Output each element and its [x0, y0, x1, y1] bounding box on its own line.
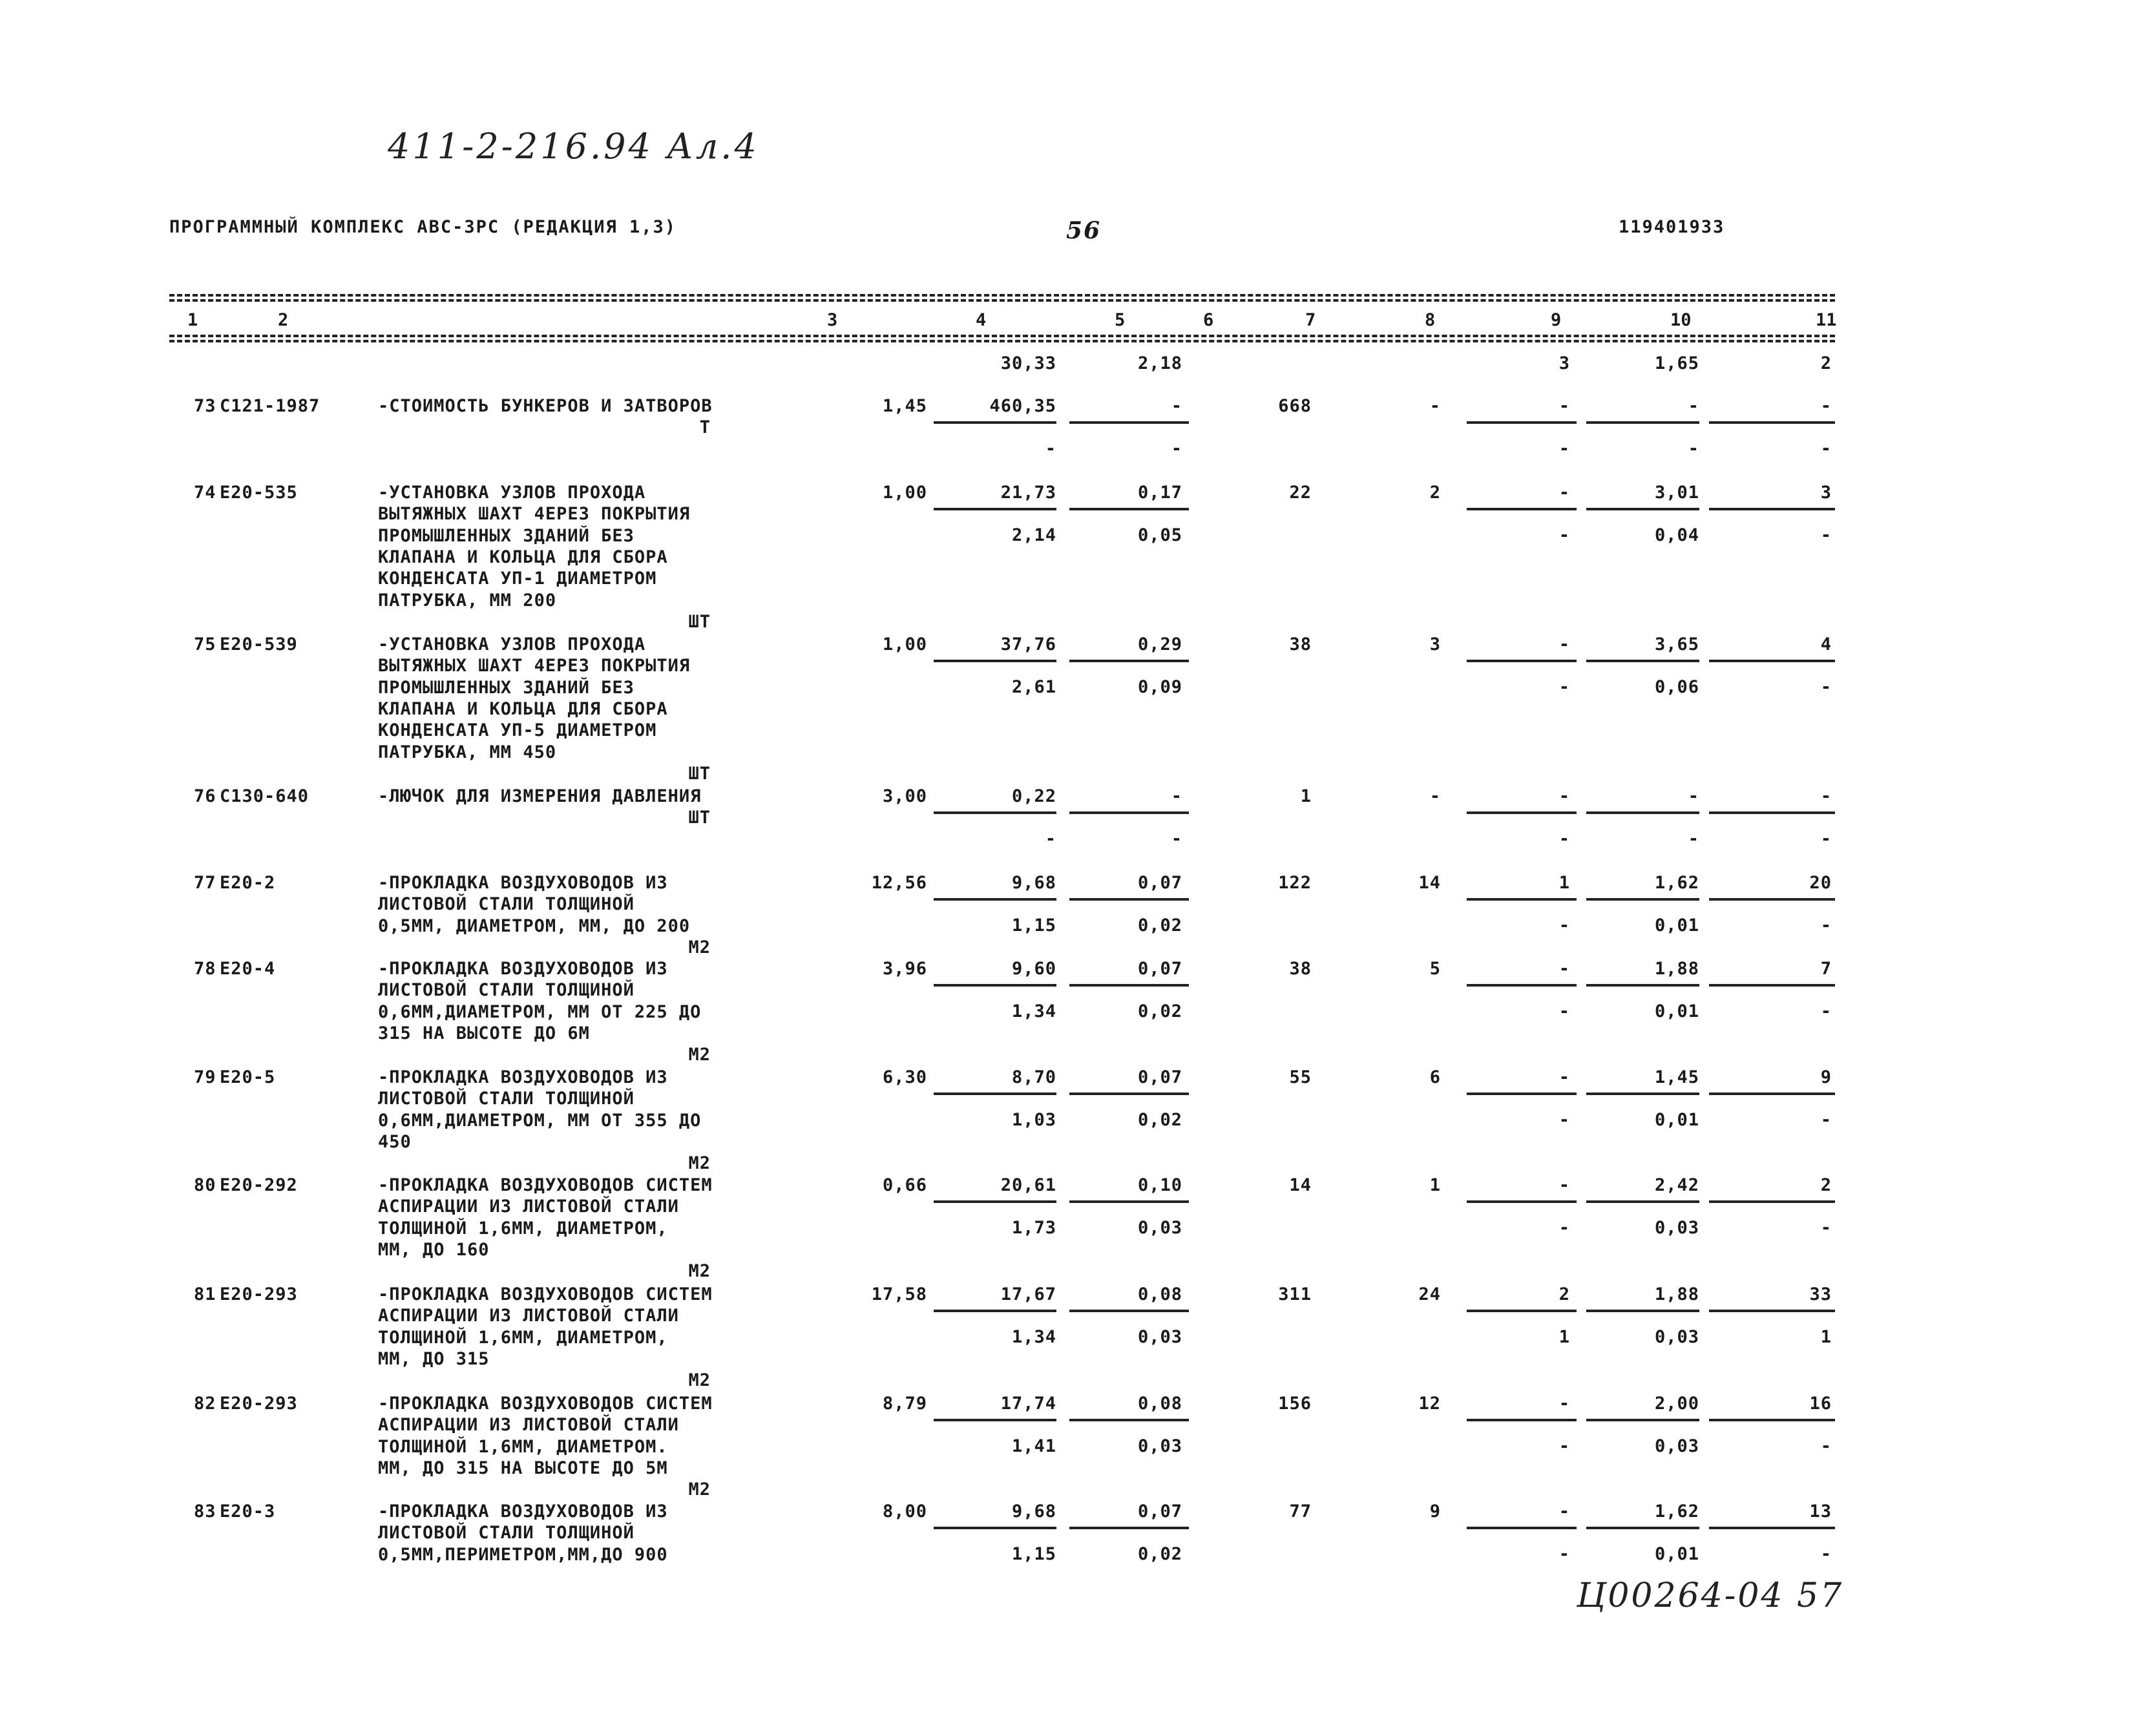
row-description-line: ЛИСТОВОЙ СТАЛИ ТОЛЩИНОЙ	[378, 1089, 635, 1109]
fraction-bar-c6	[1069, 898, 1189, 901]
row-c9: 2	[1558, 1284, 1570, 1304]
row-description-line: -ПРОКЛАДКА ВОЗДУХОВОДОВ СИСТЕМ	[378, 1394, 713, 1414]
row-c11: 9	[1820, 1067, 1832, 1087]
row-c10b: -	[1688, 439, 1699, 459]
column-number-1: 1	[187, 310, 198, 330]
row-description-line: ММ, ДО 315	[378, 1348, 490, 1369]
row-c5: 17,67	[1000, 1284, 1056, 1304]
row-c9: 1	[1558, 873, 1570, 893]
row-c10: 1,88	[1654, 959, 1699, 979]
row-c8: 14	[1418, 873, 1441, 893]
row-number: 80	[194, 1175, 216, 1195]
row-description-line: -ПРОКЛАДКА ВОЗДУХОВОДОВ ИЗ	[378, 1067, 668, 1087]
doc-number: 119401933	[1619, 217, 1725, 237]
row-c5: 9,68	[1011, 1501, 1056, 1522]
column-number-5: 5	[1115, 310, 1126, 330]
fraction-bar-c11	[1709, 421, 1835, 424]
row-c7: 156	[1278, 1394, 1312, 1414]
row-c7: 14	[1289, 1175, 1312, 1195]
row-quantity: 17,58	[871, 1284, 927, 1304]
row-c6: -	[1171, 786, 1182, 806]
row-description-line: ТОЛЩИНОЙ 1,6ММ, ДИАМЕТРОМ.	[378, 1436, 668, 1457]
row-c5: 17,74	[1000, 1394, 1056, 1414]
row-description-line: ТОЛЩИНОЙ 1,6ММ, ДИАМЕТРОМ,	[378, 1218, 668, 1239]
row-number: 83	[194, 1501, 216, 1522]
fraction-bar-c10	[1586, 1419, 1699, 1421]
row-code: E20-293	[220, 1394, 298, 1414]
row-number: 79	[194, 1067, 216, 1087]
fraction-bar-c5	[934, 1093, 1056, 1095]
fraction-bar-c5	[934, 1310, 1056, 1312]
row-c9b: 1	[1558, 1327, 1570, 1347]
row-c9: -	[1558, 396, 1570, 416]
row-c7: 38	[1289, 634, 1312, 654]
row-c11: -	[1820, 396, 1832, 416]
row-c10: 1,62	[1654, 1501, 1699, 1522]
row-description-line: -УСТАНОВКА УЗЛОВ ПРОХОДА	[378, 483, 646, 503]
row-quantity: 1,45	[882, 396, 927, 416]
row-number: 82	[194, 1394, 216, 1414]
row-c8: 24	[1418, 1284, 1441, 1304]
row-description-line: КОНДЕНСАТА УП-5 ДИАМЕТРОМ	[378, 720, 657, 741]
fraction-bar-c5	[934, 898, 1056, 901]
row-c6b: 0,02	[1137, 915, 1182, 936]
fraction-bar-c10	[1586, 1093, 1699, 1095]
row-c11: 13	[1809, 1501, 1832, 1522]
fraction-bar-c6	[1069, 1310, 1189, 1312]
row-c10: 3,65	[1654, 634, 1699, 654]
row-c6b: 0,02	[1137, 1110, 1182, 1130]
row-description-line: 450	[378, 1131, 412, 1152]
fraction-bar-c10	[1586, 660, 1699, 662]
row-c11: 33	[1809, 1284, 1832, 1304]
row-c9b: -	[1558, 1001, 1570, 1021]
row-c6: 0,07	[1137, 959, 1182, 979]
fraction-bar-c10	[1586, 1310, 1699, 1312]
row-code: E20-2	[220, 873, 276, 893]
row-number: 76	[194, 786, 216, 806]
row-description-line: ВЫТЯЖНЫХ ШАХТ 4ЕРЕЗ ПОКРЫТИЯ	[378, 504, 691, 525]
row-c9: -	[1558, 483, 1570, 503]
row-description-line: ЛИСТОВОЙ СТАЛИ ТОЛЩИНОЙ	[378, 894, 635, 915]
fraction-bar-c11	[1709, 898, 1835, 901]
row-description-line: ВЫТЯЖНЫХ ШАХТ 4ЕРЕЗ ПОКРЫТИЯ	[378, 656, 691, 676]
row-unit: М2	[688, 1045, 711, 1065]
row-unit: М2	[688, 1261, 711, 1282]
fraction-bar-c5	[934, 1200, 1056, 1203]
row-quantity: 1,00	[882, 483, 927, 503]
row-unit: ШТ	[688, 611, 711, 632]
row-code: E20-539	[220, 634, 298, 654]
row-c9: -	[1558, 959, 1570, 979]
row-c6: 0,29	[1137, 634, 1182, 654]
row-c6b: 0,03	[1137, 1218, 1182, 1238]
row-quantity: 8,79	[882, 1394, 927, 1414]
row-c5b: 1,34	[1011, 1001, 1056, 1021]
row-c11b: -	[1820, 525, 1832, 545]
fraction-bar-c9	[1467, 1200, 1577, 1203]
row-c6b: -	[1171, 439, 1182, 459]
carry-c11: 2	[1820, 353, 1832, 373]
row-c10: -	[1688, 786, 1699, 806]
row-c11: -	[1820, 786, 1832, 806]
column-number-2: 2	[278, 310, 289, 330]
row-c9: -	[1558, 1175, 1570, 1195]
row-c11b: -	[1820, 1436, 1832, 1456]
row-code: E20-292	[220, 1175, 298, 1195]
row-quantity: 0,66	[882, 1175, 927, 1195]
row-unit: ШТ	[688, 808, 711, 828]
row-c11: 3	[1820, 483, 1832, 503]
row-description-line: -ПРОКЛАДКА ВОЗДУХОВОДОВ СИСТЕМ	[378, 1175, 713, 1195]
row-description-line: -ПРОКЛАДКА ВОЗДУХОВОДОВ ИЗ	[378, 959, 668, 979]
row-c10b: 0,03	[1654, 1327, 1699, 1347]
row-quantity: 1,00	[882, 634, 927, 654]
column-number-4: 4	[976, 310, 987, 330]
row-c6b: -	[1171, 829, 1182, 849]
row-description-line: 0,6ММ,ДИАМЕТРОМ, ММ ОТ 355 ДО	[378, 1110, 702, 1131]
fraction-bar-c10	[1586, 508, 1699, 510]
fraction-bar-c6	[1069, 660, 1189, 662]
fraction-bar-c11	[1709, 1093, 1835, 1095]
row-code: C130-640	[220, 786, 309, 806]
column-number-3: 3	[827, 310, 838, 330]
row-description-line: ММ, ДО 315 НА ВЫСОТЕ ДО 5М	[378, 1458, 668, 1478]
handwritten-doc-code: 411-2-216.94 Ал.4	[388, 126, 759, 167]
row-c7: 22	[1289, 483, 1312, 503]
row-c5b: 1,03	[1011, 1110, 1056, 1130]
row-c9b: -	[1558, 439, 1570, 459]
row-c11b: -	[1820, 1544, 1832, 1564]
row-description-line: -ПРОКЛАДКА ВОЗДУХОВОДОВ ИЗ	[378, 1501, 668, 1522]
row-description-line: ПРОМЫШЛЕННЫХ ЗДАНИЙ БЕЗ	[378, 677, 635, 698]
row-c10b: 0,06	[1654, 677, 1699, 697]
row-number: 73	[194, 396, 216, 416]
row-c5: 9,60	[1011, 959, 1056, 979]
row-code: E20-3	[220, 1501, 276, 1522]
fraction-bar-c6	[1069, 1200, 1189, 1203]
row-c11b: -	[1820, 677, 1832, 697]
row-c5: 20,61	[1000, 1175, 1056, 1195]
row-c6b: 0,03	[1137, 1327, 1182, 1347]
row-c5b: 1,15	[1011, 915, 1056, 936]
carry-c6: 2,18	[1137, 353, 1182, 373]
row-c9: -	[1558, 634, 1570, 654]
row-c10: 1,62	[1654, 873, 1699, 893]
row-c10b: 0,01	[1654, 1544, 1699, 1564]
fraction-bar-c11	[1709, 811, 1835, 814]
row-c11b: -	[1820, 915, 1832, 936]
row-code: E20-293	[220, 1284, 298, 1304]
row-unit: М2	[688, 1370, 711, 1391]
row-code: E20-5	[220, 1067, 276, 1087]
carry-c10: 1,65	[1654, 353, 1699, 373]
row-quantity: 3,96	[882, 959, 927, 979]
row-c9b: -	[1558, 829, 1570, 849]
row-c7: 668	[1278, 396, 1312, 416]
row-c11b: -	[1820, 1110, 1832, 1130]
fraction-bar-c9	[1467, 898, 1577, 901]
row-description-line: ПАТРУБКА, ММ 450	[378, 742, 557, 762]
row-description-line: ПАТРУБКА, ММ 200	[378, 590, 557, 611]
fraction-bar-c11	[1709, 1419, 1835, 1421]
row-c10b: 0,04	[1654, 525, 1699, 545]
fraction-bar-c6	[1069, 1093, 1189, 1095]
header-rule-bottom-2	[169, 340, 1835, 342]
fraction-bar-c10	[1586, 421, 1699, 424]
fraction-bar-c11	[1709, 984, 1835, 987]
fraction-bar-c9	[1467, 1527, 1577, 1529]
fraction-bar-c5	[934, 811, 1056, 814]
row-c10: 1,88	[1654, 1284, 1699, 1304]
row-c5: 9,68	[1011, 873, 1056, 893]
carry-c5: 30,33	[1000, 353, 1056, 373]
row-description-line: -ЛЮЧОК ДЛЯ ИЗМЕРЕНИЯ ДАВЛЕНИЯ	[378, 786, 702, 806]
fraction-bar-c6	[1069, 1527, 1189, 1529]
row-c5b: 1,15	[1011, 1544, 1056, 1564]
row-c10b: 0,03	[1654, 1218, 1699, 1238]
fraction-bar-c9	[1467, 811, 1577, 814]
fraction-bar-c6	[1069, 1419, 1189, 1421]
row-c5: 21,73	[1000, 483, 1056, 503]
row-c9b: -	[1558, 677, 1570, 697]
row-description-line: ЛИСТОВОЙ СТАЛИ ТОЛЩИНОЙ	[378, 1523, 635, 1543]
row-c10: 1,45	[1654, 1067, 1699, 1087]
row-unit: ШТ	[688, 763, 711, 784]
row-c8: 6	[1429, 1067, 1441, 1087]
fraction-bar-c6	[1069, 811, 1189, 814]
row-c6b: 0,03	[1137, 1436, 1182, 1456]
fraction-bar-c11	[1709, 508, 1835, 510]
column-number-6: 6	[1203, 310, 1214, 330]
fraction-bar-c5	[934, 660, 1056, 662]
fraction-bar-c5	[934, 1419, 1056, 1421]
row-unit: М2	[688, 1153, 711, 1174]
row-c10b: 0,03	[1654, 1436, 1699, 1456]
fraction-bar-c9	[1467, 984, 1577, 987]
row-c11b: 1	[1820, 1327, 1832, 1347]
row-c10b: 0,01	[1654, 1001, 1699, 1021]
handwritten-archive-code: Ц00264-04 57	[1577, 1576, 1844, 1615]
row-c10b: -	[1688, 829, 1699, 849]
row-c8: 1	[1429, 1175, 1441, 1195]
row-c7: 38	[1289, 959, 1312, 979]
row-c7: 55	[1289, 1067, 1312, 1087]
row-c5b: 1,41	[1011, 1436, 1056, 1456]
row-c10: 2,42	[1654, 1175, 1699, 1195]
row-description-line: -ПРОКЛАДКА ВОЗДУХОВОДОВ СИСТЕМ	[378, 1284, 713, 1304]
row-c8: 5	[1429, 959, 1441, 979]
row-c6: 0,10	[1137, 1175, 1182, 1195]
row-c5: 0,22	[1011, 786, 1056, 806]
fraction-bar-c10	[1586, 1527, 1699, 1529]
row-c6: 0,07	[1137, 1501, 1182, 1522]
row-c6: 0,08	[1137, 1394, 1182, 1414]
row-description-line: 0,5ММ, ДИАМЕТРОМ, ММ, ДО 200	[378, 915, 691, 936]
fraction-bar-c5	[934, 984, 1056, 987]
row-unit: М2	[688, 937, 711, 957]
fraction-bar-c10	[1586, 811, 1699, 814]
column-number-10: 10	[1670, 310, 1692, 330]
row-c6b: 0,05	[1137, 525, 1182, 545]
row-description-line: КЛАПАНА И КОЛЬЦА ДЛЯ СБОРА	[378, 547, 668, 567]
row-c9: -	[1558, 1067, 1570, 1087]
row-unit: Т	[699, 417, 711, 438]
row-c11b: -	[1820, 1218, 1832, 1238]
header-rule-top	[169, 294, 1835, 297]
program-title: ПРОГРАММНЫЙ КОМПЛЕКС АВС-3РС (РЕДАКЦИЯ 1,3)	[169, 217, 677, 237]
row-description-line: -ПРОКЛАДКА ВОЗДУХОВОДОВ ИЗ	[378, 873, 668, 893]
fraction-bar-c9	[1467, 421, 1577, 424]
column-number-8: 8	[1425, 310, 1436, 330]
row-c10: 3,01	[1654, 483, 1699, 503]
row-c5: 8,70	[1011, 1067, 1056, 1087]
row-code: C121-1987	[220, 396, 320, 416]
row-c5b: -	[1045, 829, 1056, 849]
row-c5: 460,35	[989, 396, 1056, 416]
row-c9b: -	[1558, 1436, 1570, 1456]
row-code: E20-535	[220, 483, 298, 503]
row-c6: 0,07	[1137, 1067, 1182, 1087]
fraction-bar-c10	[1586, 1200, 1699, 1203]
row-c10b: 0,01	[1654, 1110, 1699, 1130]
row-c9: -	[1558, 786, 1570, 806]
row-c10b: 0,01	[1654, 915, 1699, 936]
column-number-11: 11	[1816, 310, 1837, 330]
row-description-line: КОНДЕНСАТА УП-1 ДИАМЕТРОМ	[378, 569, 657, 589]
row-c11: 2	[1820, 1175, 1832, 1195]
row-c9b: -	[1558, 525, 1570, 545]
row-description-line: ММ, ДО 160	[378, 1239, 490, 1260]
row-description-line: ЛИСТОВОЙ СТАЛИ ТОЛЩИНОЙ	[378, 980, 635, 1001]
row-c8: -	[1429, 396, 1441, 416]
fraction-bar-c9	[1467, 660, 1577, 662]
fraction-bar-c6	[1069, 984, 1189, 987]
row-description-line: ПРОМЫШЛЕННЫХ ЗДАНИЙ БЕЗ	[378, 525, 635, 546]
row-quantity: 12,56	[871, 873, 927, 893]
row-c9b: -	[1558, 1218, 1570, 1238]
row-c6: -	[1171, 396, 1182, 416]
row-c11: 7	[1820, 959, 1832, 979]
row-c8: 9	[1429, 1501, 1441, 1522]
row-c5b: 1,73	[1011, 1218, 1056, 1238]
row-number: 81	[194, 1284, 216, 1304]
row-unit: М2	[688, 1480, 711, 1500]
fraction-bar-c9	[1467, 508, 1577, 510]
fraction-bar-c9	[1467, 1310, 1577, 1312]
row-number: 74	[194, 483, 216, 503]
fraction-bar-c11	[1709, 1200, 1835, 1203]
row-description-line: 0,5ММ,ПЕРИМЕТРОМ,ММ,ДО 900	[378, 1544, 668, 1565]
row-c11b: -	[1820, 1001, 1832, 1021]
row-c6b: 0,02	[1137, 1544, 1182, 1564]
fraction-bar-c9	[1467, 1093, 1577, 1095]
header-rule-top-2	[169, 299, 1835, 302]
row-c6: 0,08	[1137, 1284, 1182, 1304]
column-number-9: 9	[1551, 310, 1562, 330]
row-quantity: 6,30	[882, 1067, 927, 1087]
row-c9: -	[1558, 1501, 1570, 1522]
row-description-line: -УСТАНОВКА УЗЛОВ ПРОХОДА	[378, 634, 646, 654]
fraction-bar-c5	[934, 1527, 1056, 1529]
row-description-line: 0,6ММ,ДИАМЕТРОМ, ММ ОТ 225 ДО	[378, 1001, 702, 1022]
row-c8: 3	[1429, 634, 1441, 654]
row-c9b: -	[1558, 1110, 1570, 1130]
row-code: E20-4	[220, 959, 276, 979]
row-number: 77	[194, 873, 216, 893]
row-c9: -	[1558, 1394, 1570, 1414]
row-c6: 0,17	[1137, 483, 1182, 503]
row-c5b: -	[1045, 439, 1056, 459]
row-c7: 1	[1300, 786, 1312, 806]
row-c6b: 0,09	[1137, 677, 1182, 697]
fraction-bar-c6	[1069, 421, 1189, 424]
row-number: 78	[194, 959, 216, 979]
fraction-bar-c11	[1709, 660, 1835, 662]
row-c8: 2	[1429, 483, 1441, 503]
row-c9b: -	[1558, 915, 1570, 936]
row-c5b: 1,34	[1011, 1327, 1056, 1347]
row-c6: 0,07	[1137, 873, 1182, 893]
fraction-bar-c6	[1069, 508, 1189, 510]
row-c5: 37,76	[1000, 634, 1056, 654]
page-number: 56	[1066, 217, 1102, 244]
row-c10: 2,00	[1654, 1394, 1699, 1414]
fraction-bar-c11	[1709, 1310, 1835, 1312]
fraction-bar-c10	[1586, 898, 1699, 901]
row-description-line: АСПИРАЦИИ ИЗ ЛИСТОВОЙ СТАЛИ	[378, 1415, 679, 1436]
fraction-bar-c10	[1586, 984, 1699, 987]
row-c6b: 0,02	[1137, 1001, 1182, 1021]
row-c8: 12	[1418, 1394, 1441, 1414]
row-description-line: КЛАПАНА И КОЛЬЦА ДЛЯ СБОРА	[378, 698, 668, 719]
row-quantity: 3,00	[882, 786, 927, 806]
row-description-line: -СТОИМОСТЬ БУНКЕРОВ И ЗАТВОРОВ	[378, 396, 713, 416]
row-c5b: 2,61	[1011, 677, 1056, 697]
row-c7: 122	[1278, 873, 1312, 893]
row-c7: 77	[1289, 1501, 1312, 1522]
row-description-line: 315 НА ВЫСОТЕ ДО 6М	[378, 1023, 590, 1043]
row-c11: 4	[1820, 634, 1832, 654]
fraction-bar-c9	[1467, 1419, 1577, 1421]
row-description-line: АСПИРАЦИИ ИЗ ЛИСТОВОЙ СТАЛИ	[378, 1306, 679, 1326]
row-c5b: 2,14	[1011, 525, 1056, 545]
row-c9b: -	[1558, 1544, 1570, 1564]
row-c11: 20	[1809, 873, 1832, 893]
row-description-line: АСПИРАЦИИ ИЗ ЛИСТОВОЙ СТАЛИ	[378, 1197, 679, 1217]
fraction-bar-c5	[934, 508, 1056, 510]
row-description-line: ТОЛЩИНОЙ 1,6ММ, ДИАМЕТРОМ,	[378, 1327, 668, 1348]
header-rule-bottom	[169, 335, 1835, 337]
row-c11: 16	[1809, 1394, 1832, 1414]
row-quantity: 8,00	[882, 1501, 927, 1522]
fraction-bar-c5	[934, 421, 1056, 424]
row-c11b: -	[1820, 829, 1832, 849]
carry-c9: 3	[1558, 353, 1570, 373]
row-c10: -	[1688, 396, 1699, 416]
fraction-bar-c11	[1709, 1527, 1835, 1529]
row-number: 75	[194, 634, 216, 654]
column-number-7: 7	[1305, 310, 1316, 330]
row-c7: 311	[1278, 1284, 1312, 1304]
row-c11b: -	[1820, 439, 1832, 459]
row-c8: -	[1429, 786, 1441, 806]
